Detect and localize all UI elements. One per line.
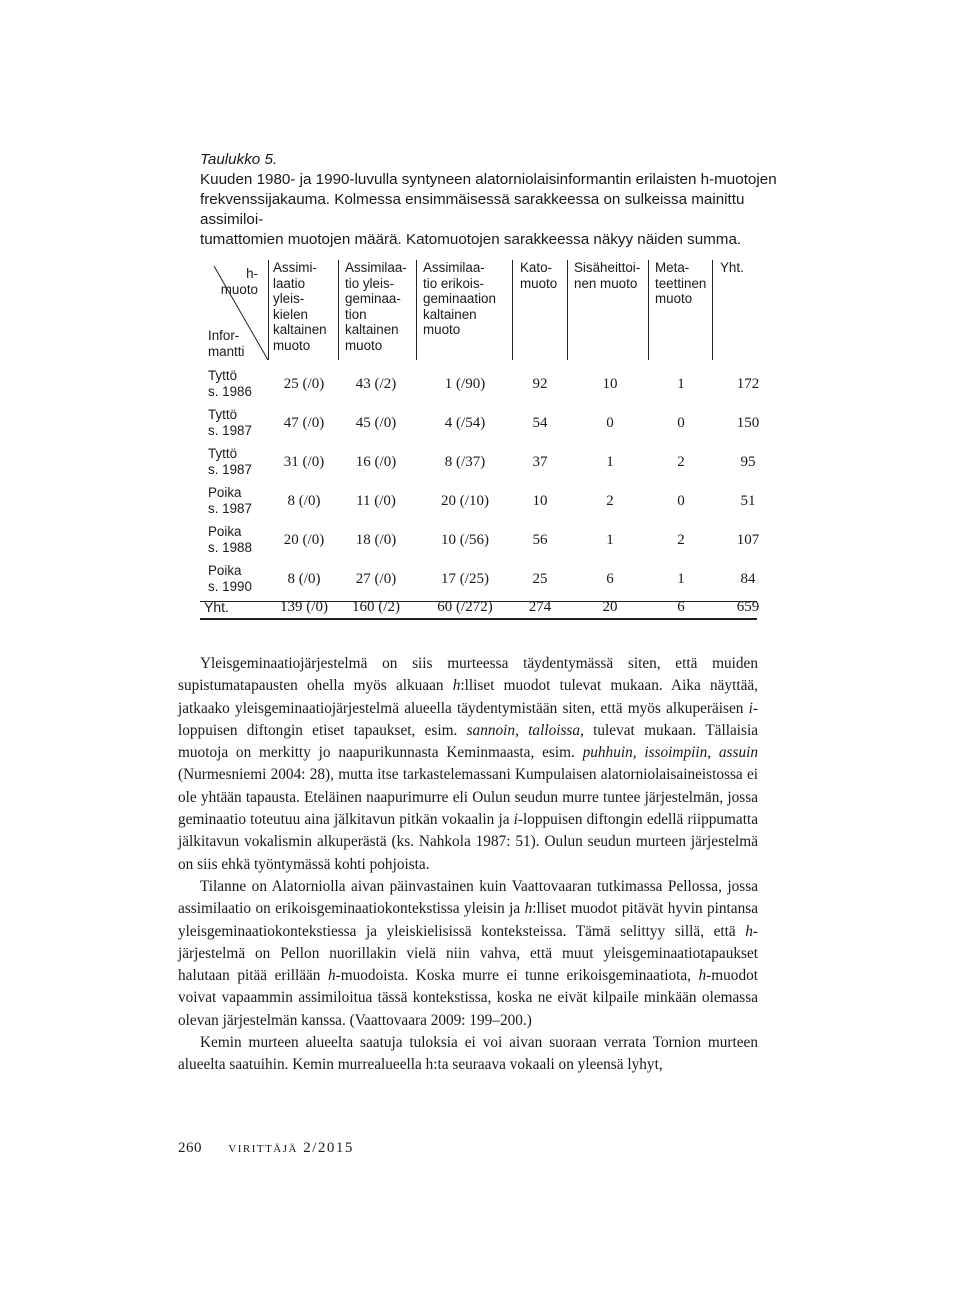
table-cell: 8 (/37) (444, 454, 486, 470)
table-cell: 84 (740, 571, 756, 587)
column-header (655, 260, 706, 307)
header-line: muoto (655, 291, 693, 306)
total-label: Yht. (204, 599, 229, 615)
column-divider (416, 260, 417, 360)
header-line: kaltainen (423, 306, 477, 322)
table-cell: 1 (606, 454, 614, 470)
table-cell: 2 (606, 493, 614, 509)
header-line: teettinen (655, 275, 707, 291)
table-cell: 6 (677, 599, 685, 615)
row-label (208, 485, 252, 516)
header-line: kaltainen (273, 322, 327, 337)
row-label-line: s. 1987 (208, 461, 252, 477)
header-line: Assimilaa- (423, 260, 485, 275)
table-cell: 54 (532, 415, 548, 431)
table-cell: 10 (532, 493, 548, 509)
header-line: Yht. (720, 260, 744, 275)
table-cell: 95 (740, 454, 756, 470)
row-label-line: Poika (208, 563, 242, 578)
row-label-line: s. 1990 (208, 578, 252, 594)
table-cell: 2 (677, 454, 685, 470)
table-cell: 4 (/54) (444, 415, 486, 431)
row-label (208, 524, 252, 555)
table-cell: 10 (602, 376, 618, 392)
row-label-line: Tyttö (208, 368, 238, 383)
table-cell: 37 (532, 454, 548, 470)
column-divider (268, 260, 269, 360)
row-label (208, 563, 252, 594)
paragraph: Kemin murteen alueelta saatuja tuloksia ei voi aivan suoraan verrata Tornion murteen alueelta saatuihin. Kemin murrealueella h:ta seuraava vokaali on yleensä lyhyt, (178, 1034, 758, 1074)
table-cell: 51 (740, 493, 756, 509)
paragraph: Tilanne on Alatorniolla aivan päinvastainen kuin Vaattovaaran tutkimassa Pellossa, jossa assimilaatio on erikoisgeminaatiokontekstissa yleisin ja h:lliset muodot pitävät hyvin pintansa yleisgeminaatiokontekstiessa ja yleiskielisissä konteksteissa. Tämä selittyy sillä, että h-järjestelmä on Pellon nuorillakin vielä niin vahva, että muut yleisgeminaatiotapaukset halutaan pitää erillään h-muodoista. Koska murre ei tunne erikoisgeminaatiota, h-muodot voivat vapaammin assimiloitua tässä kontekstissa, koska ne eivät kilpaile minkään olemassa olevan järjestelmän kanssa. (Vaattovaara 2009: 199–200.) (178, 877, 758, 1029)
table-cell: 56 (532, 532, 548, 548)
table-cell: 0 (677, 493, 685, 509)
header-line: muoto (273, 337, 311, 353)
table-cell: 107 (736, 532, 760, 548)
frequency-table (200, 260, 760, 622)
bottom-rule (200, 618, 757, 620)
column-header (273, 260, 327, 353)
table-cell: 20 (/10) (441, 493, 489, 509)
column-divider (338, 260, 339, 360)
row-label-line: s. 1987 (208, 422, 252, 438)
header-line: kielen (273, 306, 308, 322)
table-cell: 20 (602, 599, 618, 615)
row-label (208, 446, 252, 477)
header-line: muoto (345, 337, 383, 353)
header-line: muoto (520, 275, 558, 291)
table-cell: 25 (532, 571, 548, 587)
table-cell: 1 (677, 376, 685, 392)
corner-top-line: h- (246, 266, 258, 281)
column-divider (712, 260, 713, 360)
table-cell: 1 (/90) (444, 376, 486, 392)
corner-bottom-line: Infor- (208, 328, 240, 343)
header-line: yleis- (273, 291, 305, 306)
paragraph: Yleisgeminaatiojärjestelmä on siis murteessa täydentymässä siten, että muiden supistumatapausten ohella myös alkuaan h:lliset muodot tulevat mukaan. Aika näyttää, jatkaako yleisgeminaatiojärjestelmä alueella täydentymistään siten, että myös alkuperäisen i-loppuisen diftongin etiset tapaukset, esim. sannoin, talloissa, tulevat mukaan. Tällaisia muotoja on merkitty jo naapurikunnasta Keminmaasta, esim. puhhuin, issoimpiin, assuin (Nurmesniemi 2004: 28), mutta itse tarkastelemassani Kumpulaisen alatorniolaisaineistossa ei ole yhtään tapausta. Eteläinen naapurimurre eli Oulun seudun murre tuntee järjestelmän, jossa geminaatio toteutuu aina jälkitavun pitkän vokaalin ja i-loppuisen diftongin edellä riippumatta jälkitavun vokalismin alkuperästä (ks. Nahkola 1987: 51). Oulun seudun murteen järjestelmä on siis ehkä työntymässä kohti pohjoista. (178, 655, 759, 873)
table-cell: 1 (677, 571, 685, 587)
table-cell: 6 (606, 571, 614, 587)
row-label-line: s. 1986 (208, 383, 252, 399)
header-line: geminaation (423, 291, 496, 306)
column-header (520, 260, 557, 291)
table-cell: 27 (/0) (355, 571, 397, 587)
page-number: 260 (178, 1140, 202, 1156)
header-line: Assimi- (273, 260, 317, 275)
table-cell: 31 (/0) (283, 454, 325, 470)
table-cell: 0 (606, 415, 614, 431)
column-divider (512, 260, 513, 360)
caption-line: tumattomien muotojen määrä. Katomuotojen sarakkeessa näkyy näiden summa. (200, 231, 742, 248)
corner-header-top (218, 266, 258, 297)
body-text (178, 653, 758, 1077)
table-cell: 43 (/2) (355, 376, 397, 392)
table-cell: 139 (/0) (280, 599, 328, 615)
corner-header-bottom (208, 328, 244, 359)
table-cell: 8 (/0) (287, 493, 321, 509)
table-cell: 10 (/56) (441, 532, 489, 548)
row-label-line: Tyttö (208, 407, 238, 422)
row-label-line: Poika (208, 485, 242, 500)
column-header (574, 260, 640, 291)
table-cell: 150 (736, 415, 760, 431)
header-line: kaltainen (345, 322, 399, 337)
header-line: laatio (273, 275, 306, 291)
header-line: muoto (423, 322, 461, 337)
corner-top-line: muoto (220, 281, 258, 297)
table-cell: 8 (/0) (287, 571, 321, 587)
table-cell: 0 (677, 415, 685, 431)
row-label (208, 368, 252, 399)
table-cell: 17 (/25) (441, 571, 489, 587)
column-divider (567, 260, 568, 360)
table-cell: 25 (/0) (283, 376, 325, 392)
caption-title: Taulukko 5. (200, 151, 278, 168)
header-line: tio yleis- (345, 275, 395, 291)
corner-bottom-line: mantti (208, 343, 245, 359)
column-header (345, 260, 407, 353)
column-header (423, 260, 496, 338)
header-line: tio erikois- (423, 275, 485, 291)
table-caption (200, 150, 780, 250)
table-cell: 2 (677, 532, 685, 548)
header-line: Sisäheittoi- (574, 260, 641, 275)
table-cell: 18 (/0) (355, 532, 397, 548)
row-label-line: s. 1987 (208, 500, 252, 516)
table-cell: 60 (/272) (437, 599, 493, 615)
table-cell: 20 (/0) (283, 532, 325, 548)
header-line: nen muoto (574, 275, 638, 291)
header-line: Kato- (520, 260, 553, 275)
page-footer (178, 1140, 354, 1157)
table-cell: 11 (/0) (356, 493, 396, 509)
table-cell: 1 (606, 532, 614, 548)
column-header (720, 260, 744, 276)
header-line: Assimilaa- (345, 260, 407, 275)
header-line: geminaa- (345, 291, 401, 306)
table-cell: 16 (/0) (355, 454, 397, 470)
column-divider (648, 260, 649, 360)
table-cell: 47 (/0) (283, 415, 325, 431)
table-cell: 92 (532, 376, 548, 392)
row-label-line: Poika (208, 524, 242, 539)
header-line: tion (345, 306, 367, 322)
journal-name: virittäjä 2/2015 (228, 1140, 354, 1156)
row-label-line: Tyttö (208, 446, 238, 461)
table-cell: 274 (528, 599, 552, 615)
row-label-line: s. 1988 (208, 539, 252, 555)
caption-line: Kuuden 1980- ja 1990-luvulla syntyneen alatorniolaisinformantin erilaisten h-muotojen (200, 171, 777, 188)
row-label (208, 407, 252, 438)
table-cell: 172 (736, 376, 760, 392)
table-cell: 659 (736, 599, 760, 615)
table-cell: 160 (/2) (352, 599, 400, 615)
header-line: Meta- (655, 260, 690, 275)
caption-line: frekvenssijakauma. Kolmessa ensimmäisessä sarakkeessa on sulkeissa mainittu assimiloi- (200, 191, 745, 228)
table-cell: 45 (/0) (355, 415, 397, 431)
